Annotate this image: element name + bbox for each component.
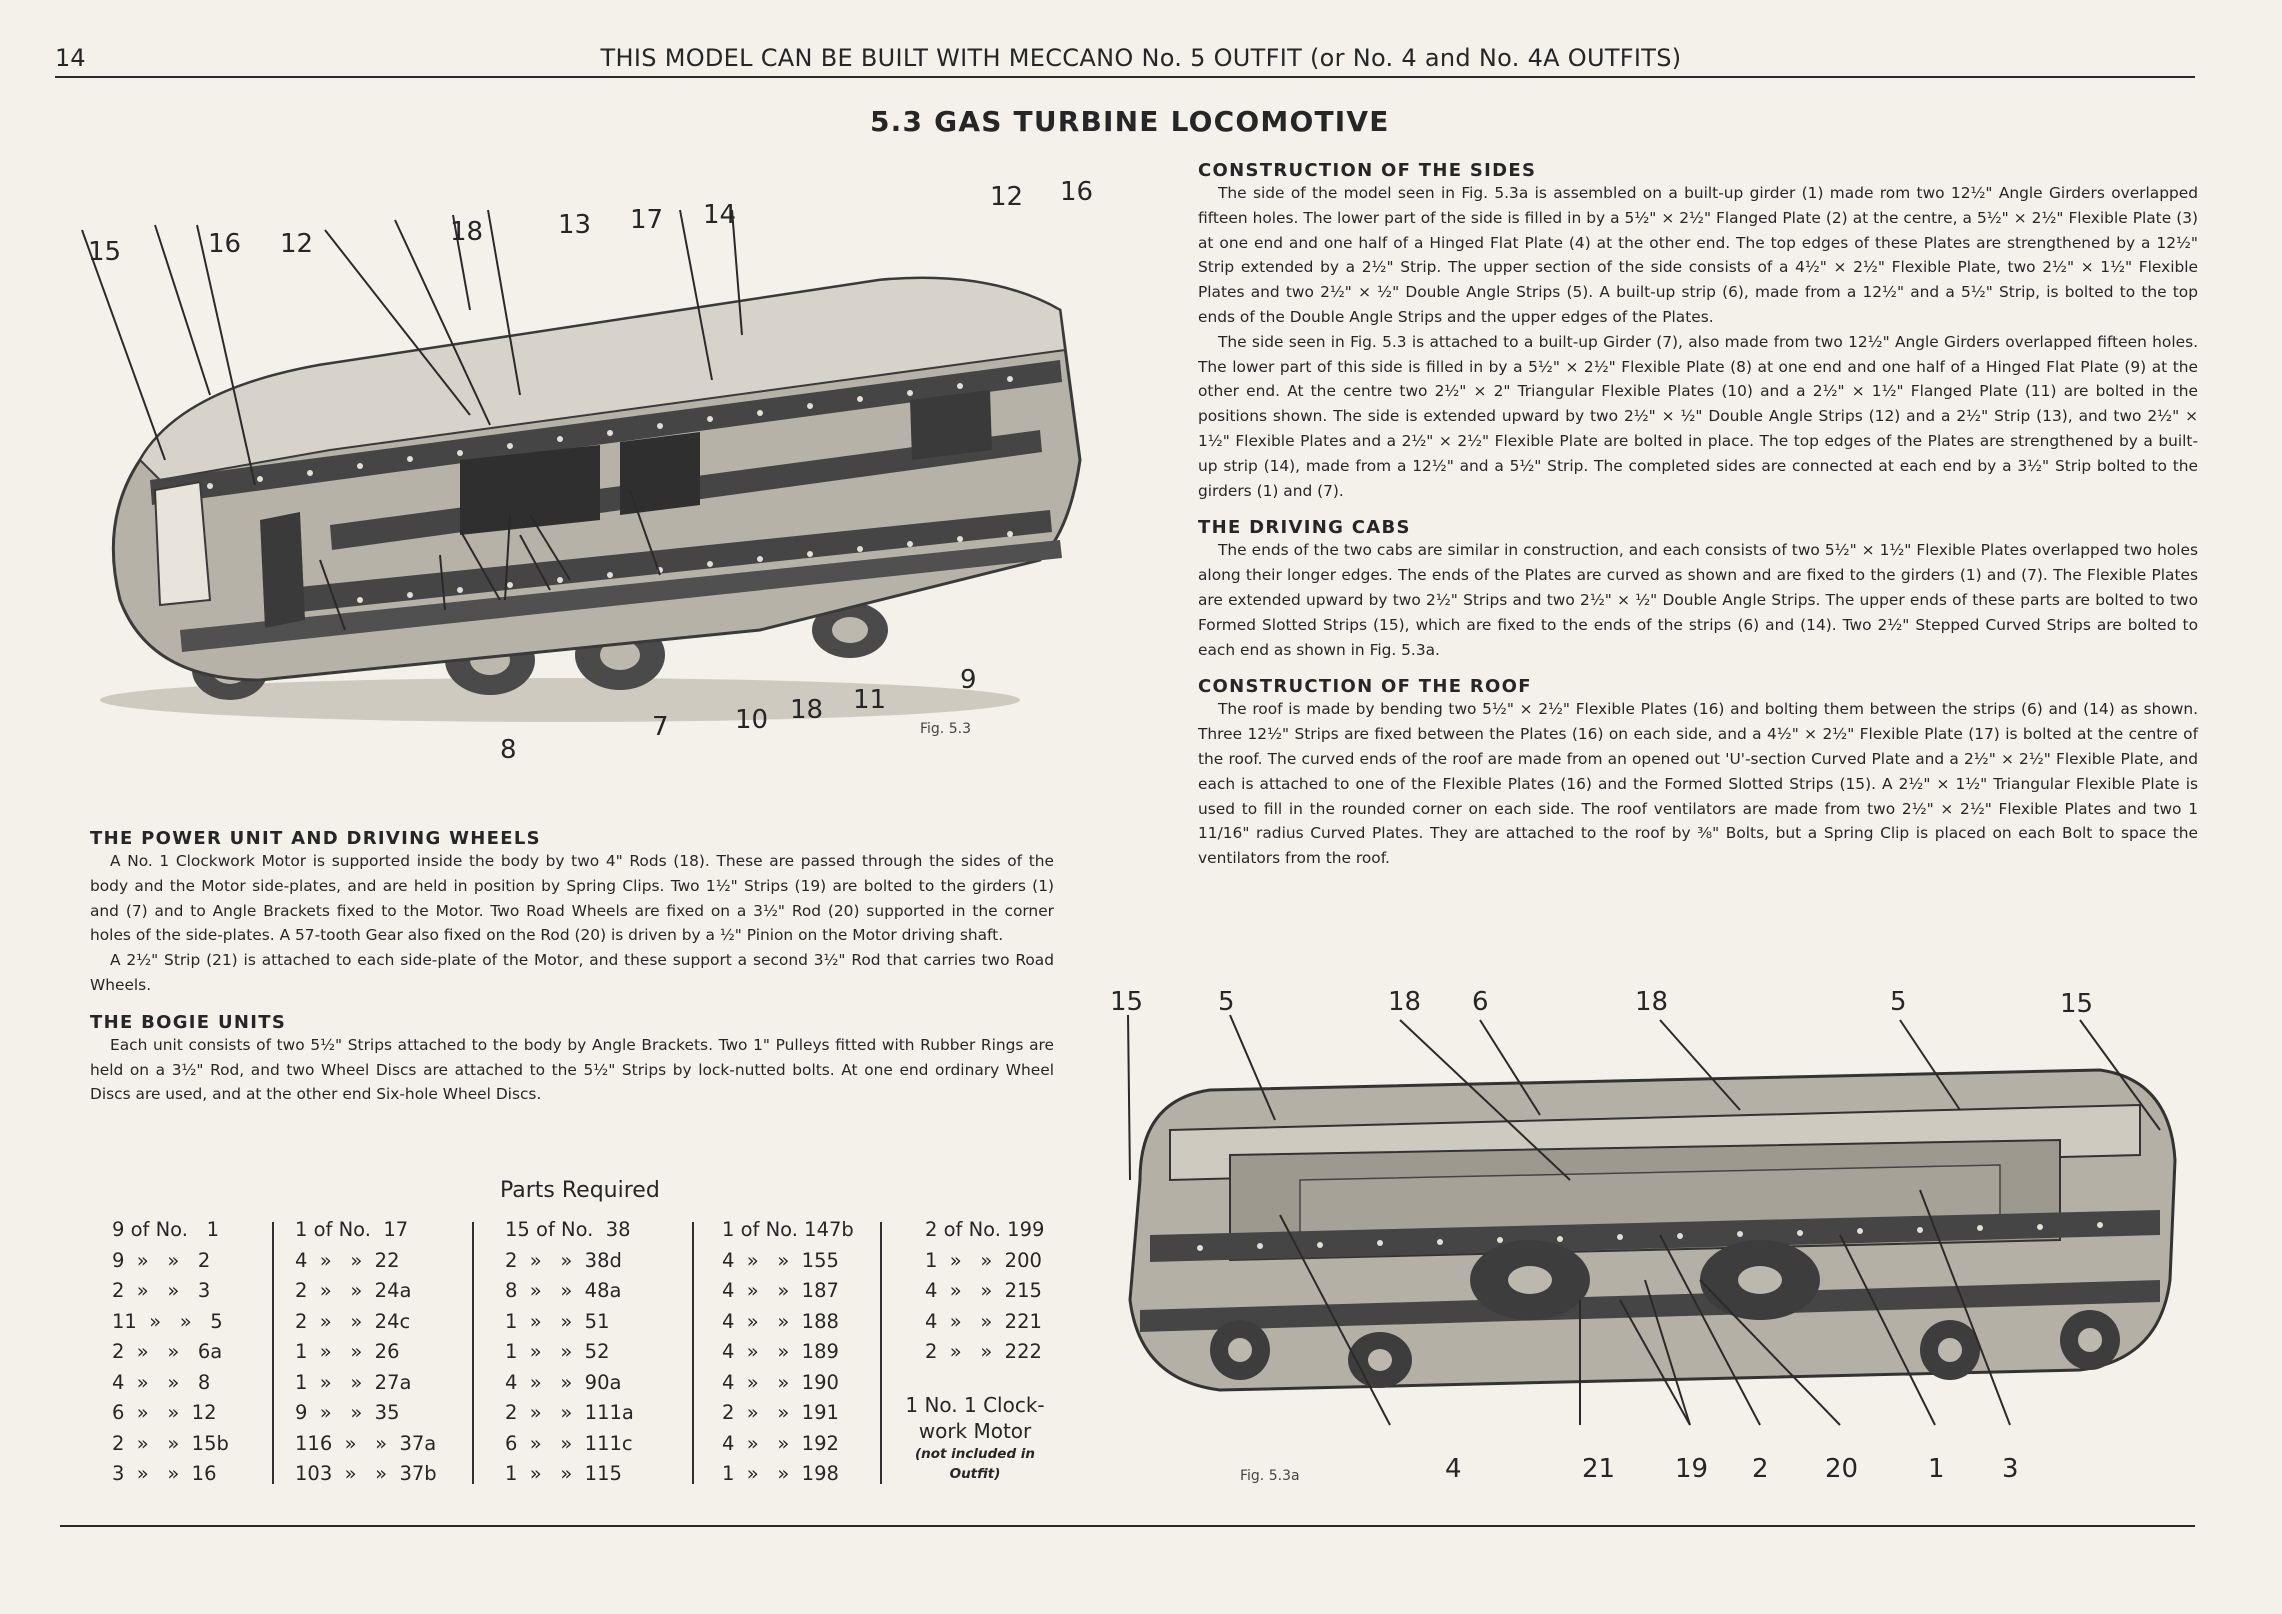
heading-power: THE POWER UNIT AND DRIVING WHEELS — [90, 828, 541, 849]
parts-row: 1 of No. 17 — [295, 1218, 409, 1241]
heading-cabs: THE DRIVING CABS — [1198, 517, 1411, 539]
power-paragraph-1: A No. 1 Clockwork Motor is supported inside the body by two 4" Rods (18). These are passed through the sides of the body and the Motor side-plates, and are held in position by Spring Clips. Two 1½" Strips (19) are bolted to the girders (1) and (7) and to Angle Brackets fixed to the Motor. Two Road Wheels are fixed on a 3½" Rod (20) supported in the corner holes of the side-plates. A 57-tooth Gear also fixed on the Rod (20) is driven by a ½" Pinion on the Motor driving shaft. — [90, 852, 1054, 945]
fig1-callout-10: 10 — [735, 705, 769, 735]
fig2-callout-21: 21 — [1582, 1454, 1616, 1484]
model-title: 5.3 GAS TURBINE LOCOMOTIVE — [870, 105, 1390, 138]
parts-column-1 — [112, 1215, 229, 1490]
motor-note-sub: (not included in Outfit) — [914, 1446, 1036, 1482]
fig2-callout-6: 6 — [1472, 987, 1489, 1017]
fig2-callout-2: 2 — [1752, 1454, 1769, 1484]
parts-row: 1 » » 52 — [505, 1340, 610, 1363]
parts-row: 4 » » 188 — [722, 1309, 839, 1333]
parts-row: 6 » » 12 — [112, 1401, 217, 1424]
parts-row: 2 » » 222 — [925, 1340, 1042, 1363]
fig1-callout-11: 11 — [853, 685, 887, 715]
parts-column-2 — [295, 1215, 437, 1490]
fig1-callout-7: 7 — [652, 712, 669, 742]
fig1-callout-12b: 12 — [990, 182, 1024, 212]
parts-row: 4 » » 8 — [112, 1370, 211, 1394]
sides-paragraph-1: The side of the model seen in Fig. 5.3a is assembled on a built-up girder (1) made rom two 12½" Angle Girders overlapped fifteen holes. The lower part of the side is filled in by a 5½" × 2½" Flanged Plate (2) at the centre, a 5½" × 2½" Flexible Plate (3) at one end and one half of a Hinged Flat Plate (4) at the other end. The top edges of these Plates are strengthened by a 12½" Strip extended by a 2½" Strip. The upper section of the side consists of a 4½" × 2½" Flexible Plate, two 2½" × 1½" Flexible Plates and two 2½" × ½" Double Angle Strips (5). A built-up strip (6), made from a 12½" and a 5½" Strip, is bolted to the top ends of the Double Angle Strips and the upper edges of the Plates. — [1198, 184, 2198, 326]
parts-row: 11 » » 5 — [112, 1309, 223, 1333]
parts-row: 4 » » 187 — [722, 1279, 839, 1302]
bogie-paragraph-1: Each unit consists of two 5½" Strips attached to the body by Angle Brackets. Two 1" Pulleys fitted with Rubber Rings are held on a 3½" Rod, and two Wheel Discs are attached to the 5½" Strips by lock-nutted bolts. At one end ordinary Wheel Discs are used, and at the other end Six-hole Wheel Discs. — [90, 1035, 1054, 1104]
parts-row: 9 » » 35 — [295, 1401, 400, 1424]
figure-5-3 — [60, 160, 1100, 780]
fig1-callout-14: 14 — [703, 200, 737, 230]
fig2-callout-3: 3 — [2002, 1454, 2019, 1484]
parts-required-title: Parts Required — [500, 1178, 660, 1203]
parts-row: 2 » » 191 — [722, 1401, 839, 1424]
fig2-callout-5: 5 — [1218, 987, 1235, 1017]
parts-row: 9 » » 2 — [112, 1248, 211, 1272]
header-rule — [55, 76, 2195, 78]
parts-column-divider — [692, 1222, 694, 1484]
parts-row: 116 » » 37a — [295, 1431, 437, 1455]
parts-row: 2 » » 38d — [505, 1248, 622, 1272]
parts-row: 4 » » 90a — [505, 1370, 622, 1394]
parts-row: 1 » » 26 — [295, 1340, 400, 1363]
fig2-callout-15b: 15 — [2060, 989, 2094, 1019]
power-paragraph-2: A 2½" Strip (21) is attached to each side-plate of the Motor, and these support a second 3½" Rod that carries two Road Wheels. — [90, 951, 1054, 994]
parts-row: 3 » » 16 — [112, 1462, 217, 1485]
parts-row: 8 » » 48a — [505, 1279, 622, 1302]
parts-row: 2 » » 24c — [295, 1309, 411, 1333]
fig2-callout-15: 15 — [1110, 987, 1144, 1017]
fig1-callout-9: 9 — [960, 665, 977, 695]
fig2-callout-18b: 18 — [1635, 987, 1669, 1017]
footer-rule — [60, 1525, 2195, 1527]
motor-note-text: 1 No. 1 Clock-work Motor — [905, 1393, 1045, 1443]
parts-row: 2 » » 3 — [112, 1279, 211, 1302]
parts-column-divider — [880, 1222, 882, 1484]
parts-row: 1 » » 200 — [925, 1248, 1042, 1272]
parts-row: 15 of No. 38 — [505, 1218, 631, 1241]
fig2-callout-18: 18 — [1388, 987, 1422, 1017]
parts-column-5 — [925, 1215, 1044, 1368]
fig2-callout-5b: 5 — [1890, 987, 1907, 1017]
parts-row: 2 » » 6a — [112, 1340, 223, 1363]
figure-5-3a — [1100, 980, 2200, 1500]
parts-row: 4 » » 155 — [722, 1248, 839, 1272]
fig1-callout-8: 8 — [500, 735, 517, 765]
parts-row: 4 » » 192 — [722, 1431, 839, 1455]
parts-row: 2 of No. 199 — [925, 1218, 1045, 1241]
locomotive-underside-illustration — [1100, 980, 2200, 1500]
parts-row: 4 » » 221 — [925, 1309, 1042, 1333]
parts-row: 9 of No. 1 — [112, 1218, 219, 1241]
fig1-callout-16: 16 — [208, 229, 242, 259]
parts-row: 2 » » 15b — [112, 1431, 229, 1455]
right-column — [1198, 160, 2198, 871]
left-column — [90, 828, 1054, 1107]
cabs-paragraph-1: The ends of the two cabs are similar in construction, and each consists of two 5½" × 1½" Flexible Plates overlapped two holes along their longer edges. The ends of the Plates are curved as shown and are fixed to the girders (1) and (7). The Flexible Plates are extended upward by two 2½" Strips and two 2½" × ½" Double Angle Strips. The upper ends of these parts are bolted to two Formed Slotted Strips (15), which are fixed to the ends of the strips (6) and (14). Two 2½" Stepped Curved Strips are bolted to each end as shown in Fig. 5.3a. — [1198, 541, 2198, 659]
fig1-callout-15: 15 — [88, 237, 122, 267]
fig1-callout-12: 12 — [280, 229, 314, 259]
fig1-caption: Fig. 5.3 — [920, 721, 971, 737]
page-number: 14 — [55, 44, 86, 72]
fig1-callout-17: 17 — [630, 205, 664, 235]
sides-paragraph-2: The side seen in Fig. 5.3 is attached to a built-up Girder (7), also made from two 12½" Angle Girders overlapped fifteen holes. The lower part of this side is filled in by a 5½" × 2½" Flexible Plate (8) at one end and one half of a Hinged Flat Plate (9) at the other end. At the centre two 2½" × 2" Triangular Flexible Plates (10) and a 2½" × 1½" Flanged Plate (11) are bolted in the positions shown. The side is extended upward by two 2½" × ½" Double Angle Strips (12) and a 2½" Strip (13), and two 2½" × 1½" Flexible Plates and a 2½" × 2½" Flexible Plate are bolted in place. The top edges of the Plates are strengthened by a built-up strip (14), made from a 12½" and a 5½" Strip. The completed sides are connected at each end by a 3½" Strip bolted to the girders (1) and (7). — [1198, 332, 2198, 500]
running-header: THIS MODEL CAN BE BUILT WITH MECCANO No. 5 OUTFIT (or No. 4 and No. 4A OUTFITS) — [600, 44, 1682, 72]
fig2-callout-1: 1 — [1928, 1454, 1945, 1484]
heading-roof: CONSTRUCTION OF THE ROOF — [1198, 676, 1532, 698]
fig1-callout-13: 13 — [558, 210, 592, 240]
fig2-callout-19: 19 — [1675, 1454, 1709, 1484]
parts-row: 1 » » 27a — [295, 1370, 412, 1394]
roof-paragraph-1: The roof is made by bending two 5½" × 2½" Flexible Plates (16) and bolting them between the strips (6) and (14) as shown. Three 12½" Strips are fixed between the Plates (16) on each side, and a 4½" × 2½" Flexible Plate (17) is bolted at the centre of the roof. The curved ends of the roof are made from an opened out 'U'-section Curved Plate and a 2½" × 2½" Flexible Plate, and each is attached to one of the Flexible Plates (16) and the Formed Slotted Strips (15). A 2½" × 1½" Triangular Flexible Plate is used to fill in the rounded corner on each side. The roof ventilators are made from two 2½" × 2½" Flexible Plates and two 1 11/16" radius Curved Plates. They are attached to the roof by ⅜" Bolts, but a Spring Clip is placed on each Bolt to space the ventilators from the roof. — [1198, 700, 2198, 868]
fig2-callout-20: 20 — [1825, 1454, 1859, 1484]
parts-row: 2 » » 111a — [505, 1401, 634, 1424]
parts-row: 2 » » 24a — [295, 1279, 412, 1302]
fig1-callout-16b: 16 — [1060, 177, 1094, 207]
parts-row: 1 » » 115 — [505, 1462, 622, 1485]
parts-column-divider — [472, 1222, 474, 1484]
fig2-caption: Fig. 5.3a — [1240, 1468, 1300, 1484]
heading-bogie: THE BOGIE UNITS — [90, 1011, 287, 1033]
parts-row: 4 » » 189 — [722, 1340, 839, 1363]
parts-row: 103 » » 37b — [295, 1462, 437, 1485]
fig1-callout-18: 18 — [450, 217, 484, 247]
fig1-callout-18b: 18 — [790, 695, 824, 725]
parts-column-divider — [272, 1222, 274, 1484]
parts-row: 4 » » 22 — [295, 1248, 400, 1272]
parts-row: 1 » » 198 — [722, 1462, 839, 1485]
parts-row: 4 » » 215 — [925, 1279, 1042, 1302]
parts-column-3 — [505, 1215, 634, 1490]
parts-column-4 — [722, 1215, 854, 1490]
parts-row: 4 » » 190 — [722, 1370, 839, 1394]
parts-row: 1 » » 51 — [505, 1309, 610, 1333]
fig2-callout-4: 4 — [1445, 1454, 1462, 1484]
heading-sides: CONSTRUCTION OF THE SIDES — [1198, 160, 1537, 181]
parts-row: 1 of No. 147b — [722, 1218, 854, 1241]
locomotive-side-illustration — [60, 160, 1100, 780]
motor-note — [895, 1392, 1055, 1484]
parts-row: 6 » » 111c — [505, 1431, 633, 1455]
